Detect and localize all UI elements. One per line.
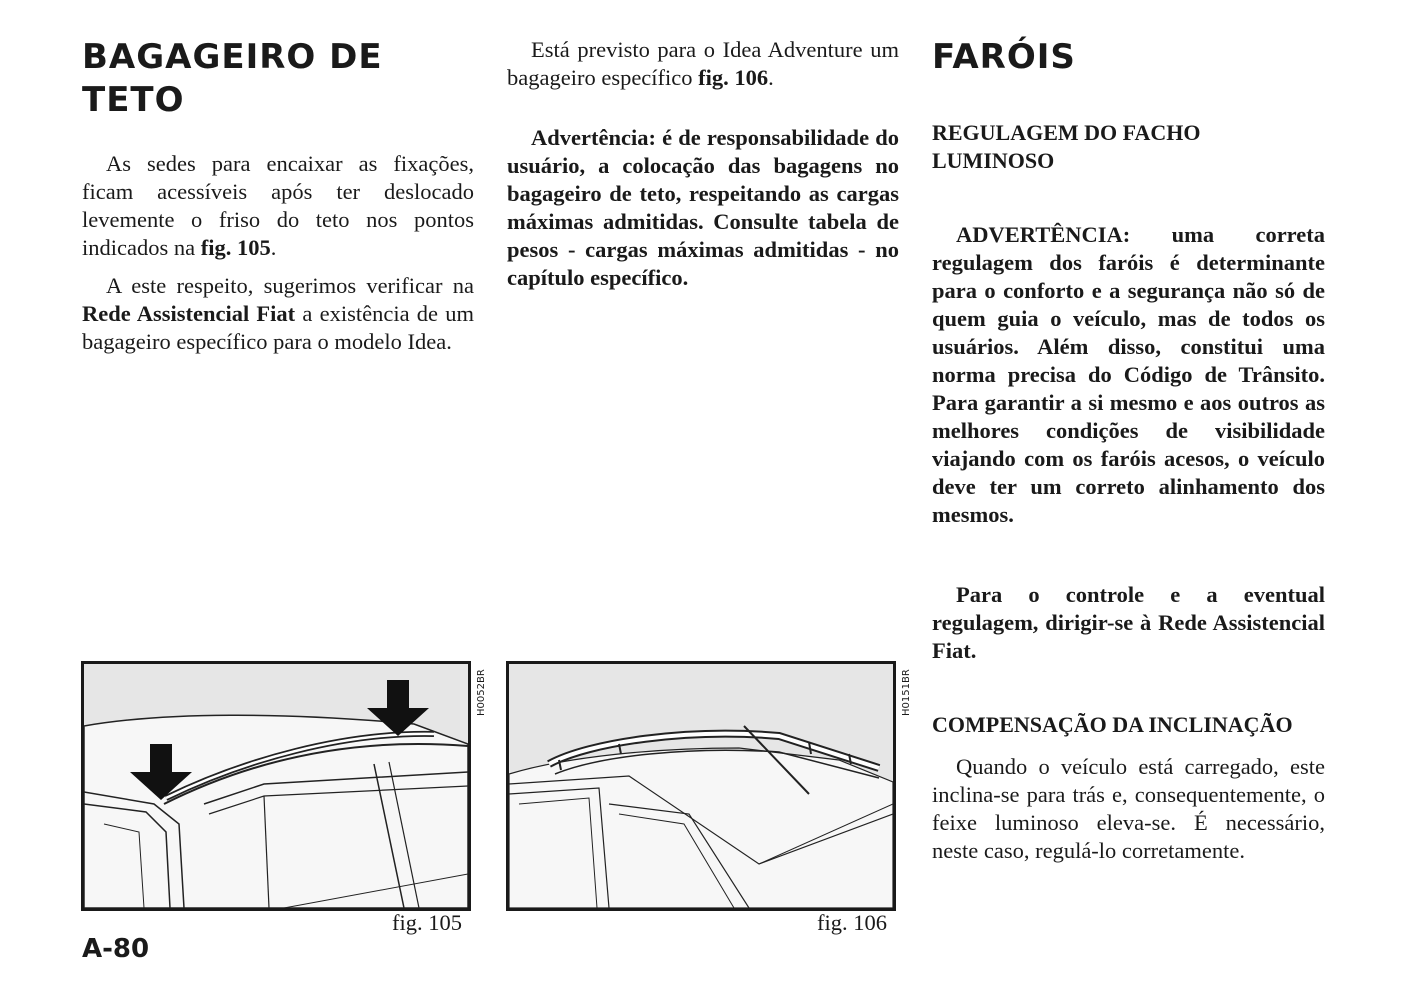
rede-assistencial-fiat: Rede Assistencial Fiat [82,301,296,326]
right-body [932,753,1325,865]
section1-line-1: REGULAGEM DO FACHO [932,120,1201,145]
right-warning-2: Para o controle e a eventual regulagem, dirigir-se à Rede Assistencial Fiat. [932,582,1325,663]
left-paragraph-2 [82,272,474,356]
page-number: A-80 [82,934,150,964]
fig106-reference: fig. 106 [698,65,769,90]
middle-column [507,36,899,292]
left-paragraph-1 [82,150,474,262]
middle-paragraph-1 [507,36,899,92]
right-column [932,36,1325,875]
roof-rack-illustration [509,664,893,908]
fig105-reference: fig. 105 [200,235,271,260]
left-para2-end: a existência de um bagageiro específico para o modelo Idea. [82,301,475,354]
left-column [82,36,474,366]
figure-caption-106: fig. 106 [817,910,887,935]
left-body [82,150,474,356]
middle-para1-text: Está previsto para o Idea Adventure um bagageiro específico [507,37,899,90]
page-title-farois: FARÓIS [932,37,1076,77]
right-paragraph: Quando o veículo está carregado, este inclina-se para trás e, consequentemente, o feixe luminoso eleva-se. É necessário, neste caso, regulá-lo corretamente. [932,754,1325,863]
figure-code-105: H0052BR [476,669,487,716]
left-para2-start: A este respeito, sugerimos verificar na [106,273,474,298]
section1-line-2: LUMINOSO [932,148,1055,173]
right-warning-1: ADVERTÊNCIA: uma correta regulagem dos faróis é determinante para o conforto e a segurança não só de quem guia o veículo, mas de todos os usuários. Além disso, constitui uma norma precisa do Código de Trânsito. Para garantir a si mesmo e aos outros as melhores condições de visibilidade viajando com os faróis acesos, o veículo deve ter um correto alinhamento dos mesmos. [932,222,1325,527]
figure-caption-105: fig. 105 [392,910,462,935]
middle-warning: Advertência: é de responsabilidade do usuário, a colocação das bagagens no bagageiro de teto, respeitando as cargas máximas admitidas. Consulte tabela de pesos - cargas máximas admitidas - no capítulo específico. [507,125,899,290]
middle-para1-end: . [768,65,774,90]
left-para1-text: As sedes para encaixar as fixações, ficam acessíveis após ter deslocado levemente o friso do teto nos pontos indicados na [82,151,474,260]
left-para1-end: . [270,235,277,260]
roof-fixation-illustration [84,664,468,908]
figure-code-106: H0151BR [901,669,912,716]
section-heading-compensacao: COMPENSAÇÃO DA INCLINAÇÃO [932,712,1293,737]
title-line-1: BAGAGEIRO DE [82,37,383,77]
middle-body [507,36,899,92]
page-title-bagageiro [82,36,474,122]
figure-105 [81,661,471,911]
title-line-2: TETO [82,80,185,120]
figure-106 [506,661,896,911]
section-heading-regulagem [932,119,1325,175]
